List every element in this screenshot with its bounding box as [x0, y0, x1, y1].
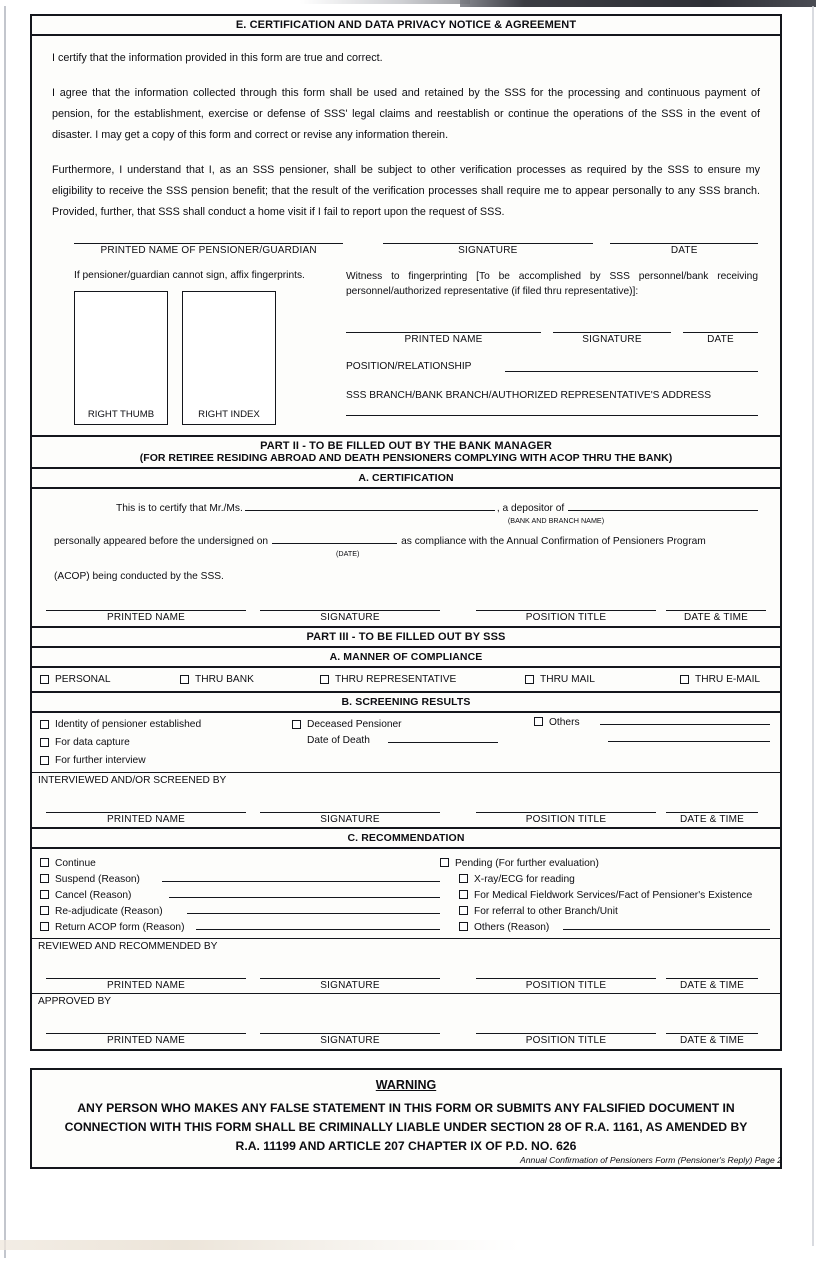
cert-text-2: , a depositor of — [496, 503, 565, 515]
bank-branch-note: (BANK AND BRANCH NAME) — [507, 516, 605, 526]
part-iii-title: PART III - TO BE FILLED OUT BY SSS — [32, 628, 780, 648]
reviewed-printed-name-label: PRINTED NAME — [107, 980, 185, 992]
checkbox-icon[interactable] — [40, 756, 49, 765]
part-iii-section-c-title: C. RECOMMENDATION — [32, 829, 780, 849]
witness-signature-row — [346, 332, 758, 345]
part-ii-block — [30, 437, 782, 628]
checkbox-icon[interactable] — [40, 890, 49, 899]
approved-signature-row — [38, 1007, 766, 1046]
reviewed-position-title-field[interactable] — [476, 978, 656, 991]
checkbox-icon[interactable] — [40, 922, 49, 931]
witness-date-field[interactable] — [683, 332, 758, 345]
checkbox-icon[interactable] — [440, 858, 449, 867]
screening-for-further-interview[interactable] — [40, 753, 292, 768]
witness-signature-field[interactable] — [553, 332, 671, 345]
checkbox-icon[interactable] — [40, 906, 49, 915]
witness-position-label: POSITION/RELATIONSHIP — [346, 360, 472, 372]
cert-line-1 — [54, 503, 758, 514]
interviewed-label: INTERVIEWED AND/OR SCREENED BY — [38, 775, 227, 787]
recommendation-medical-fieldwork[interactable] — [440, 885, 770, 901]
interviewed-position-title-field[interactable] — [476, 812, 656, 825]
manner-option-thru-mail[interactable] — [525, 672, 680, 687]
cert-text-1: This is to certify that Mr./Ms. — [116, 503, 243, 515]
checkbox-icon[interactable] — [459, 890, 468, 899]
checkbox-icon[interactable] — [459, 906, 468, 915]
reviewed-label: REVIEWED AND RECOMMENDED BY — [38, 941, 218, 953]
interviewed-date-time-label: DATE & TIME — [679, 814, 745, 826]
pensioner-date-label: DATE — [670, 245, 698, 257]
certification-paragraph-2: I agree that the information collected through this form shall be used and retained by the SSS for the processing and continuous payment of pension, for the establishment, exercise or defense of SSS' legal claims and reestablish or continue the operations of the SSS in the event of disaster. I may get a copy of this form and correct or revise any information therein. — [52, 87, 760, 142]
recommendation-pending[interactable] — [440, 853, 770, 869]
recommendation-referral-branch[interactable] — [440, 901, 770, 917]
section-e-body — [32, 36, 780, 229]
scan-artifact-bottom-smudge — [0, 1240, 520, 1250]
bank-signature-field[interactable] — [260, 610, 440, 623]
scan-artifact-top-band — [460, 0, 816, 7]
witness-name-field[interactable] — [346, 332, 541, 345]
screening-option-label: For further interview — [55, 755, 146, 767]
recommendation-column-left — [40, 853, 440, 933]
part-iii-section-a-title: A. MANNER OF COMPLIANCE — [32, 648, 780, 668]
checkbox-icon[interactable] — [40, 738, 49, 747]
pensioner-date-field[interactable] — [610, 243, 758, 256]
form-document — [30, 14, 782, 1051]
date-of-death-field[interactable] — [388, 742, 498, 743]
approved-label: APPROVED BY — [38, 996, 112, 1008]
recommendation-label: Others (Reason) — [474, 922, 550, 934]
cert-text-3: personally appeared before the undersigned on — [54, 536, 269, 548]
witness-date-label: DATE — [707, 333, 734, 345]
reviewed-signature-label: SIGNATURE — [320, 980, 380, 992]
screening-others-row — [534, 717, 770, 728]
witness-name-label: PRINTED NAME — [404, 333, 483, 345]
scan-artifact-top-band-light — [300, 0, 470, 4]
fingerprint-group — [74, 270, 332, 425]
recommendation-label: X-ray/ECG for reading — [474, 874, 575, 886]
pensioner-name-label: PRINTED NAME OF PENSIONER/GUARDIAN — [100, 245, 317, 257]
screening-column-3 — [534, 717, 770, 768]
screening-results-row — [32, 713, 780, 773]
recommendation-suspend[interactable] — [40, 869, 440, 885]
screening-column-2 — [292, 717, 534, 768]
recommendation-label: Return ACOP form (Reason) — [55, 922, 185, 934]
part-iii-block — [30, 628, 782, 1051]
screening-option-label: Deceased Pensioner — [307, 719, 402, 731]
manner-option-thru-representative[interactable] — [320, 672, 525, 687]
screening-for-data-capture[interactable] — [40, 735, 292, 750]
screening-option-label: Identity of pensioner established — [55, 719, 202, 731]
recommendation-cancel[interactable] — [40, 885, 440, 901]
bank-position-title-label: POSITION TITLE — [525, 612, 607, 624]
checkbox-icon[interactable] — [459, 922, 468, 931]
recommendation-readjudicate[interactable] — [40, 901, 440, 917]
checkbox-icon[interactable] — [40, 675, 49, 684]
witness-address-row — [346, 390, 758, 416]
part-ii-certification-body — [32, 489, 780, 582]
part-iii-section-b-title: B. SCREENING RESULTS — [32, 693, 780, 713]
date-of-death-label: Date of Death — [307, 735, 370, 747]
cert-text-4: as compliance with the Annual Confirmation of Pensioners Program — [401, 536, 706, 548]
witness-position-line[interactable] — [505, 371, 758, 372]
witness-group — [346, 270, 758, 425]
manner-option-label: THRU BANK — [195, 674, 254, 686]
checkbox-icon[interactable] — [40, 858, 49, 867]
recommendation-label: For referral to other Branch/Unit — [474, 906, 618, 918]
manner-option-thru-bank[interactable] — [180, 672, 320, 687]
manner-option-thru-email[interactable] — [680, 672, 772, 687]
part-ii-signature-row — [32, 582, 780, 623]
pensioner-signature-label: SIGNATURE — [458, 245, 518, 257]
screening-others-field-1[interactable] — [600, 724, 770, 725]
approved-position-title-label: POSITION TITLE — [525, 1035, 607, 1047]
right-index-label: RIGHT INDEX — [198, 409, 260, 421]
recommendation-label: Continue — [55, 858, 96, 870]
recommendation-cancel-reason-field[interactable] — [169, 897, 440, 898]
warning-block — [30, 1068, 782, 1169]
screening-option-label: For data capture — [55, 737, 130, 749]
recommendation-column-right — [440, 853, 770, 933]
checkbox-icon[interactable] — [40, 874, 49, 883]
fingerprint-witness-row — [32, 256, 780, 435]
bank-position-title-field[interactable] — [476, 610, 656, 623]
fingerprint-instruction: If pensioner/guardian cannot sign, affix fingerprints. — [74, 270, 305, 282]
right-thumb-box[interactable] — [74, 291, 168, 425]
witness-signature-label: SIGNATURE — [582, 333, 642, 345]
warning-line-3: R.A. 11199 AND ARTICLE 207 CHAPTER IX OF P.D. NO. 626 — [235, 1138, 577, 1153]
scan-artifact-right-edge — [812, 6, 814, 1246]
approved-block — [32, 994, 780, 1049]
recommendation-xray-ecg[interactable] — [440, 869, 770, 885]
witness-address-label: SSS BRANCH/BANK BRANCH/AUTHORIZED REPRESENTATIVE'S ADDRESS — [346, 389, 711, 401]
recommendation-others[interactable] — [440, 917, 770, 933]
interviewed-position-title-label: POSITION TITLE — [525, 814, 607, 826]
reviewed-printed-name-field[interactable] — [46, 978, 246, 991]
recommendation-label: Suspend (Reason) — [55, 874, 140, 886]
recommendation-others-reason-field[interactable] — [563, 929, 770, 930]
approved-date-time-field[interactable] — [666, 1033, 758, 1046]
cert-date-field[interactable] — [272, 543, 397, 544]
bank-date-time-field[interactable] — [666, 610, 766, 623]
checkbox-icon[interactable] — [459, 874, 468, 883]
screening-others-row-2 — [534, 741, 770, 742]
approved-printed-name-field[interactable] — [46, 1033, 246, 1046]
right-thumb-label: RIGHT THUMB — [87, 409, 155, 421]
date-note: (DATE) — [336, 549, 360, 559]
recommendation-return-acop[interactable] — [40, 917, 440, 933]
interviewed-date-time-field[interactable] — [666, 812, 758, 825]
checkbox-icon[interactable] — [180, 675, 189, 684]
cert-text-5: (ACOP) being conducted by the SSS. — [54, 571, 224, 583]
scan-artifact-left-edge — [4, 6, 6, 1258]
part-ii-section-a-title: A. CERTIFICATION — [32, 469, 780, 489]
recommendation-label: Pending (For further evaluation) — [455, 858, 599, 870]
screening-identity-established[interactable] — [40, 717, 292, 732]
part-ii-subtitle: (FOR RETIREE RESIDING ABROAD AND DEATH PENSIONERS COMPLYING WITH ACOP THRU THE BANK) — [32, 452, 780, 469]
screening-deceased-pensioner[interactable] — [292, 717, 534, 732]
interviewed-printed-name-label: PRINTED NAME — [107, 814, 185, 826]
spacer-3 — [332, 270, 346, 425]
checkbox-icon[interactable] — [40, 720, 49, 729]
checkbox-icon[interactable] — [525, 675, 534, 684]
screening-date-of-death-row — [292, 735, 534, 746]
recommendation-return-acop-reason-field[interactable] — [196, 929, 440, 930]
pensioner-signature-field[interactable] — [383, 243, 592, 256]
right-index-box[interactable] — [182, 291, 276, 425]
manner-option-label: PERSONAL — [55, 674, 111, 686]
interviewed-signature-row — [38, 786, 766, 825]
pensioner-name-field[interactable] — [74, 243, 343, 256]
interviewed-signature-label: SIGNATURE — [320, 814, 380, 826]
certification-paragraph-3: Furthermore, I understand that I, as an SSS pensioner, shall be subject to other verification processes as required by the SSS to ensure my eligibility to receive the SSS pension benefit; that the result of the verification processes shall require me to appear personally to any SSS branch. Provided, further, that SSS shall conduct a home visit if I fail to report upon the request of SSS. — [52, 164, 760, 219]
recommendation-label: Re-adjudicate (Reason) — [55, 906, 163, 918]
reviewed-position-title-label: POSITION TITLE — [525, 980, 607, 992]
screening-others-label: Others — [549, 717, 580, 729]
checkbox-icon[interactable] — [292, 720, 301, 729]
witness-address-line[interactable] — [346, 415, 758, 416]
approved-printed-name-label: PRINTED NAME — [107, 1035, 185, 1047]
recommendation-label: For Medical Fieldwork Services/Fact of Pensioner's Existence — [474, 890, 753, 902]
reviewed-signature-row — [38, 952, 766, 991]
recommendation-readjudicate-reason-field[interactable] — [187, 913, 440, 914]
page-footer: Annual Confirmation of Pensioners Form (Pensioner's Reply) Page 2 — [520, 1155, 782, 1165]
manner-option-label: THRU REPRESENTATIVE — [335, 674, 457, 686]
manner-option-label: THRU MAIL — [540, 674, 595, 686]
approved-date-time-label: DATE & TIME — [679, 1035, 745, 1047]
interviewed-signature-field[interactable] — [260, 812, 440, 825]
bank-signature-label: SIGNATURE — [320, 612, 380, 624]
manner-of-compliance-row — [32, 668, 780, 693]
fingerprint-boxes — [74, 291, 332, 425]
reviewed-date-time-label: DATE & TIME — [679, 980, 745, 992]
checkbox-icon[interactable] — [534, 717, 543, 726]
interviewed-printed-name-field[interactable] — [46, 812, 246, 825]
recommendation-row — [32, 849, 780, 939]
approved-position-title-field[interactable] — [476, 1033, 656, 1046]
approved-signature-label: SIGNATURE — [320, 1035, 380, 1047]
cert-line-2 — [54, 536, 758, 547]
warning-line-1: ANY PERSON WHO MAKES ANY FALSE STATEMENT IN THIS FORM OR SUBMITS ANY FALSIFIED DOCUMENT IN — [77, 1101, 735, 1115]
approved-signature-field[interactable] — [260, 1033, 440, 1046]
reviewed-signature-field[interactable] — [260, 978, 440, 991]
manner-option-personal[interactable] — [40, 672, 180, 687]
recommendation-label: Cancel (Reason) — [55, 890, 132, 902]
warning-line-2: CONNECTION WITH THIS FORM SHALL BE CRIMINALLY LIABLE UNDER SECTION 28 OF R.A. 1161, AS AMENDED BY — [64, 1119, 748, 1134]
manner-option-label: THRU E-MAIL — [695, 674, 761, 686]
cert-bank-field[interactable] — [568, 510, 758, 511]
witness-intro: Witness to fingerprinting [To be accomplished by SSS personnel/bank receiving personnel/authorized representative (if filed thru representative)]: — [346, 271, 758, 298]
interviewed-block — [32, 773, 780, 829]
screening-column-1 — [40, 717, 292, 768]
witness-position-field[interactable] — [505, 371, 758, 372]
screening-others-field-2[interactable] — [608, 741, 770, 742]
warning-title: WARNING — [375, 1078, 437, 1092]
bank-date-time-label: DATE & TIME — [683, 612, 749, 624]
cert-name-field[interactable] — [245, 510, 495, 511]
certification-paragraph-1: I certify that the information provided in this form are true and correct. — [52, 52, 383, 64]
reviewed-block — [32, 939, 780, 994]
section-e-title: E. CERTIFICATION AND DATA PRIVACY NOTICE & AGREEMENT — [32, 16, 780, 36]
part-ii-title: PART II - TO BE FILLED OUT BY THE BANK MANAGER — [32, 437, 780, 452]
witness-position-row — [346, 361, 758, 372]
bank-printed-name-label: PRINTED NAME — [107, 612, 185, 624]
reviewed-date-time-field[interactable] — [666, 978, 758, 991]
checkbox-icon[interactable] — [320, 675, 329, 684]
pensioner-signature-row — [32, 229, 780, 256]
section-e-block — [30, 14, 782, 437]
recommendation-continue[interactable] — [40, 853, 440, 869]
recommendation-suspend-reason-field[interactable] — [162, 881, 440, 882]
checkbox-icon[interactable] — [680, 675, 689, 684]
bank-printed-name-field[interactable] — [46, 610, 246, 623]
